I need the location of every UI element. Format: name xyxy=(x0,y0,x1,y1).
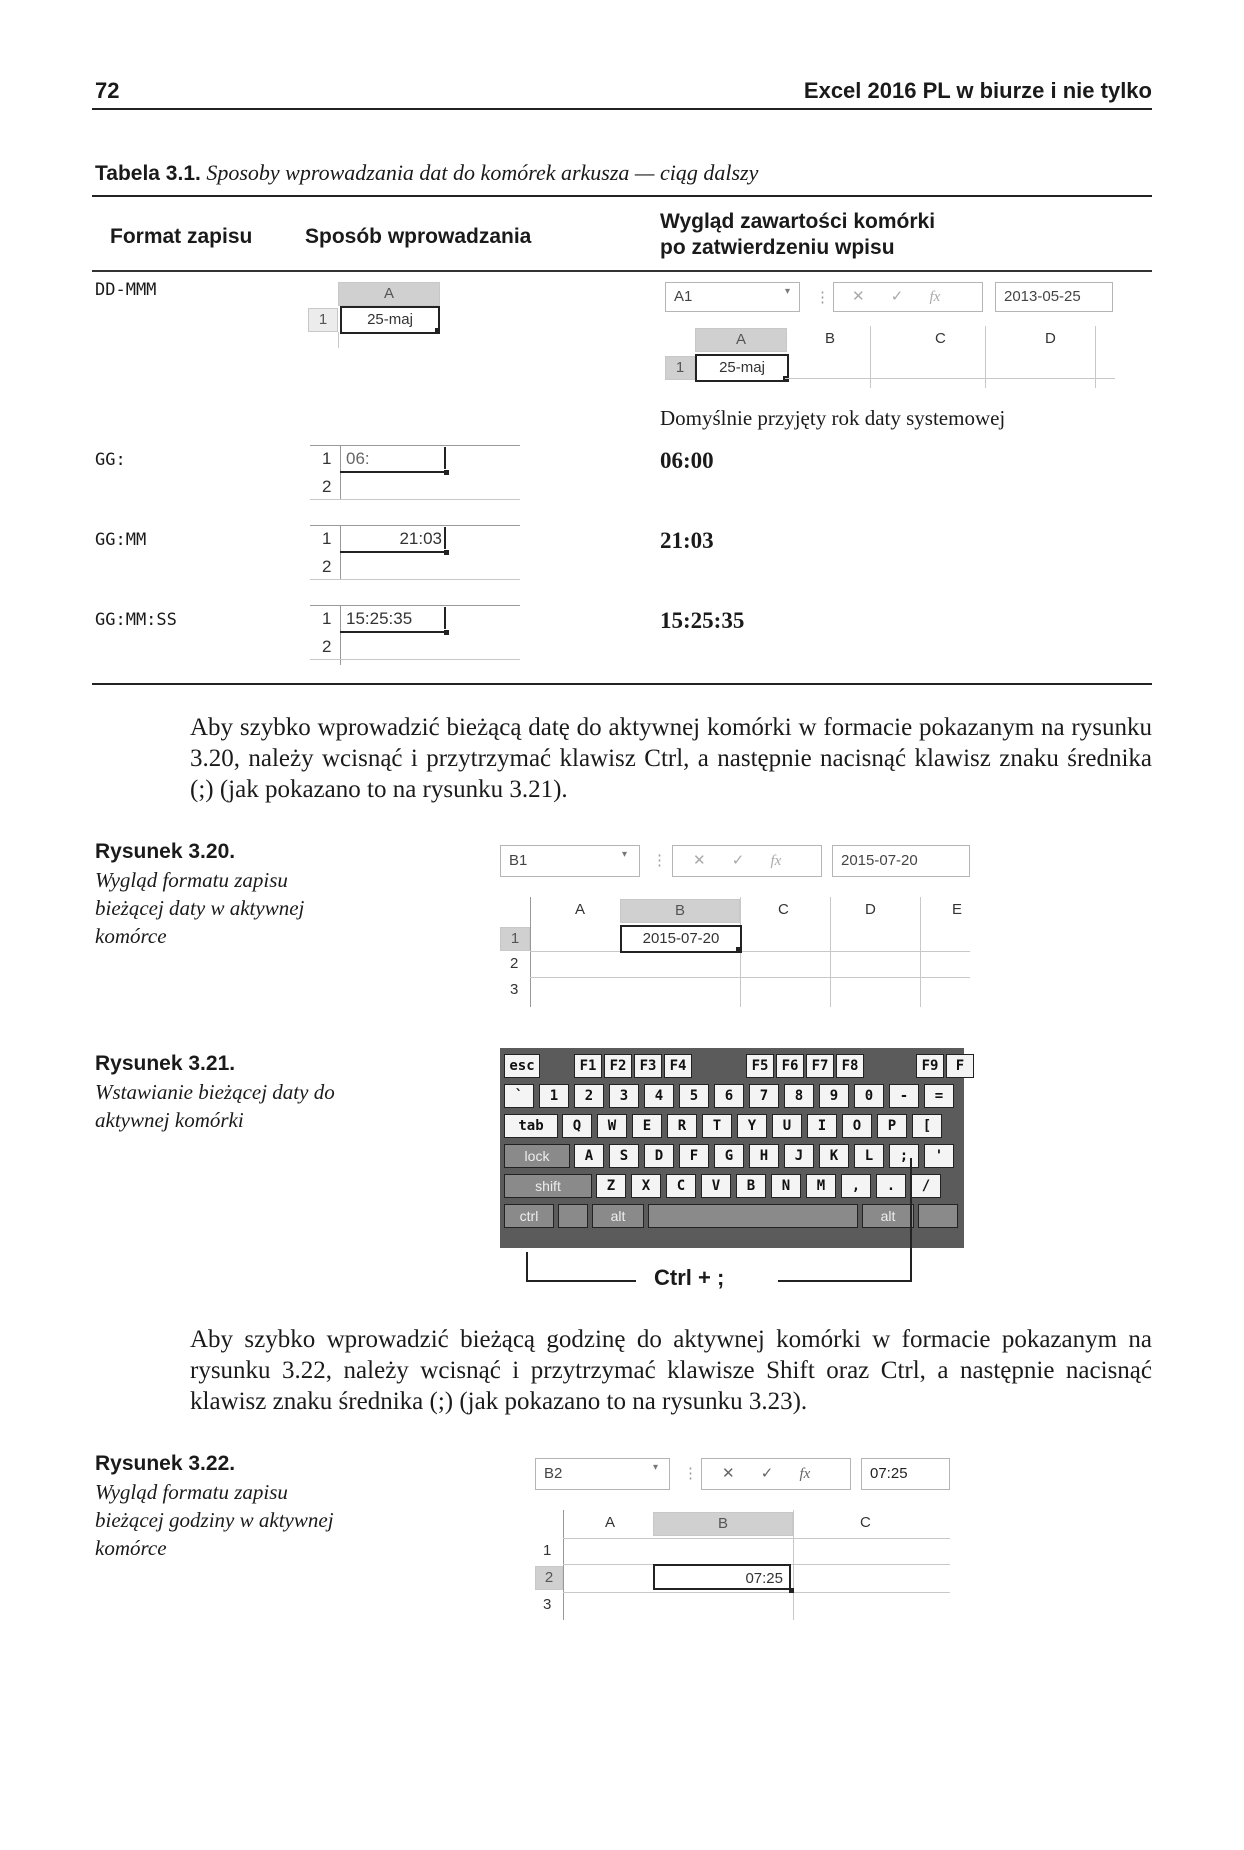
active-cell[interactable]: 2015-07-20 xyxy=(620,925,742,953)
result-snippet-ddmmm xyxy=(665,282,1115,392)
gridline xyxy=(563,1592,950,1593)
formula-input[interactable]: 2013-05-25 xyxy=(995,282,1113,312)
key-symbol: . xyxy=(876,1174,906,1198)
gridline xyxy=(310,525,520,526)
figure-3-21-label: Rysunek 3.21. xyxy=(95,1052,236,1075)
gridline xyxy=(530,977,970,978)
header-rule xyxy=(92,108,1152,110)
input-cell[interactable]: 15:25:35 xyxy=(346,609,413,628)
text-cursor xyxy=(444,447,446,469)
key-symbol: ` xyxy=(504,1084,534,1108)
table-header-format: Format zapisu xyxy=(110,225,253,248)
key-7: 7 xyxy=(749,1084,779,1108)
gridline xyxy=(563,1510,564,1620)
cell-border xyxy=(340,551,446,553)
gridline xyxy=(785,378,1115,379)
figure-3-21-caption xyxy=(95,1050,335,1134)
key-B: B xyxy=(736,1174,766,1198)
figure-3-21-desc: Wstawianie bieżącej daty do aktywnej komórki xyxy=(95,1080,335,1132)
fill-handle[interactable] xyxy=(444,550,449,555)
key-windows-icon xyxy=(558,1204,588,1228)
formula-bar-separator-icon: ⋮ xyxy=(815,289,830,306)
fill-handle[interactable] xyxy=(444,470,449,475)
figure-3-20-desc: Wygląd formatu zapisu bieżącej daty w aktywnej komórce xyxy=(95,868,305,948)
name-box-dropdown-icon[interactable]: ▾ xyxy=(653,1462,659,1473)
text-cursor xyxy=(444,527,446,549)
enter-icon[interactable]: ✓ xyxy=(731,852,745,869)
key-ctrl: ctrl xyxy=(504,1204,554,1228)
figure-3-20-excel xyxy=(500,845,970,1010)
text-cursor xyxy=(789,1566,791,1588)
row-header: 1 xyxy=(665,356,695,380)
key-3: 3 xyxy=(609,1084,639,1108)
table-top-rule xyxy=(92,195,1152,197)
col-header-a: A xyxy=(695,328,787,352)
key-F8: F8 xyxy=(836,1054,864,1078)
key-M: M xyxy=(806,1174,836,1198)
table-caption-text: Sposoby wprowadzania dat do komórek arkusza — ciąg dalszy xyxy=(206,160,759,185)
keyboard-image xyxy=(500,1048,964,1248)
row-header: 1 xyxy=(322,449,332,468)
key-G: G xyxy=(714,1144,744,1168)
col-header-d: D xyxy=(1045,330,1056,347)
shortcut-label: Ctrl + ; xyxy=(654,1265,725,1290)
formula-input[interactable]: 2015-07-20 xyxy=(832,845,970,877)
key-4: 4 xyxy=(644,1084,674,1108)
fx-icon[interactable]: fx xyxy=(799,1466,811,1482)
input-snippet-ddmmm xyxy=(308,282,448,350)
table-header-result-1: Wygląd zawartości komórki xyxy=(660,210,936,233)
key-N: N xyxy=(771,1174,801,1198)
input-snippet-ggmmss xyxy=(310,605,520,667)
row-result-ggmmss: 15:25:35 xyxy=(660,608,745,633)
key-F4: F4 xyxy=(664,1054,692,1078)
row-header: 2 xyxy=(322,477,332,496)
fx-icon[interactable]: fx xyxy=(929,289,941,305)
key-esc: esc xyxy=(504,1054,540,1078)
key-F9: F9 xyxy=(916,1054,944,1078)
key-Y: Y xyxy=(737,1114,767,1138)
col-header: A xyxy=(338,282,440,306)
input-cell[interactable]: 06: xyxy=(346,449,370,468)
key-I: I xyxy=(807,1114,837,1138)
key-S: S xyxy=(609,1144,639,1168)
table-header-result-2: po zatwierdzeniu wpisu xyxy=(660,236,895,259)
row-header: 2 xyxy=(322,637,332,656)
name-box[interactable]: B2 xyxy=(535,1458,670,1490)
row-header-3: 3 xyxy=(543,1596,552,1613)
table-header-rule xyxy=(92,270,1152,272)
row-format-ggmm: GG:MM xyxy=(95,530,147,550)
key-F6: F6 xyxy=(776,1054,804,1078)
input-snippet-gg xyxy=(310,445,520,501)
key-V: V xyxy=(701,1174,731,1198)
col-header-a: A xyxy=(575,901,586,918)
paragraph-shift-ctrl-semicolon: Aby szybko wprowadzić bieżącą godzinę do aktywnej komórki w formacie pokazanym na rysunku 3.22, należy wcisnąć i przytrzymać klawisze Shift oraz Ctrl, a następnie nacisnąć klawisz znaku średnika (;) (jak pokazano to na rysunku 3.23). xyxy=(190,1326,1152,1415)
formula-bar-separator-icon: ⋮ xyxy=(652,852,667,869)
row-header-1: 1 xyxy=(500,927,530,951)
book-title: Excel 2016 PL w biurze i nie tylko xyxy=(803,78,1152,103)
enter-icon[interactable]: ✓ xyxy=(760,1465,774,1482)
col-header-c: C xyxy=(778,901,789,918)
key-0: 0 xyxy=(854,1084,884,1108)
input-snippet-ggmm xyxy=(310,525,520,581)
text-cursor xyxy=(444,607,446,629)
col-header-b: B xyxy=(825,330,836,347)
bracket-line-left xyxy=(526,1280,636,1282)
key-alt: alt xyxy=(592,1204,644,1228)
name-box[interactable]: B1 xyxy=(500,845,640,877)
key-L: L xyxy=(854,1144,884,1168)
key-T: T xyxy=(702,1114,732,1138)
key-W: W xyxy=(597,1114,627,1138)
key-8: 8 xyxy=(784,1084,814,1108)
key-semicolon: ; xyxy=(889,1144,919,1168)
key-lock: lock xyxy=(504,1144,570,1168)
key-symbol: ' xyxy=(924,1144,954,1168)
fx-icon[interactable]: fx xyxy=(770,853,782,869)
col-header-d: D xyxy=(865,901,876,918)
row-result-ggmm: 21:03 xyxy=(660,528,714,553)
gridline xyxy=(920,897,921,1007)
figure-3-20-label: Rysunek 3.20. xyxy=(95,840,236,863)
figure-3-22-desc: Wygląd formatu zapisu bieżącej godziny w aktywnej komórce xyxy=(95,1480,334,1560)
gridline xyxy=(310,605,520,606)
fill-handle[interactable] xyxy=(736,947,741,952)
key-O: O xyxy=(842,1114,872,1138)
bracket-left xyxy=(526,1252,528,1282)
cancel-icon[interactable]: ✕ xyxy=(852,288,865,305)
key-P: P xyxy=(877,1114,907,1138)
cell-border xyxy=(340,631,446,633)
figure-3-22-label: Rysunek 3.22. xyxy=(95,1452,236,1475)
col-header-c: C xyxy=(935,330,946,347)
fill-handle[interactable] xyxy=(435,328,440,333)
active-cell[interactable]: 25-maj xyxy=(695,354,789,382)
key-F2: F2 xyxy=(604,1054,632,1078)
key-F: F xyxy=(679,1144,709,1168)
gridline xyxy=(793,1510,794,1620)
key-X: X xyxy=(631,1174,661,1198)
key-Q: Q xyxy=(562,1114,592,1138)
key-F: F xyxy=(946,1054,974,1078)
cancel-icon[interactable]: ✕ xyxy=(722,1465,735,1482)
key-symbol: / xyxy=(911,1174,941,1198)
row-format-gg: GG: xyxy=(95,450,126,470)
row-header-3: 3 xyxy=(510,981,519,998)
key-symbol: , xyxy=(841,1174,871,1198)
key-A: A xyxy=(574,1144,604,1168)
name-box-dropdown-icon[interactable]: ▾ xyxy=(622,849,628,860)
col-header-a: A xyxy=(605,1514,616,1531)
key-windows-icon xyxy=(918,1204,958,1228)
formula-bar-separator-icon: ⋮ xyxy=(683,1465,698,1482)
key-6: 6 xyxy=(714,1084,744,1108)
key-symbol: [ xyxy=(912,1114,942,1138)
gridline xyxy=(530,951,970,952)
gridline xyxy=(310,659,520,660)
figure-3-22-caption xyxy=(95,1450,335,1562)
name-box-dropdown-icon[interactable]: ▾ xyxy=(785,286,791,297)
key-1: 1 xyxy=(539,1084,569,1108)
key-J: J xyxy=(784,1144,814,1168)
key-F5: F5 xyxy=(746,1054,774,1078)
formula-buttons xyxy=(672,845,822,877)
table-bottom-rule xyxy=(92,683,1152,685)
key-E: E xyxy=(632,1114,662,1138)
enter-icon[interactable]: ✓ xyxy=(890,288,904,305)
col-header-b: B xyxy=(653,1512,793,1536)
formula-buttons xyxy=(701,1458,851,1490)
bracket-line-right xyxy=(778,1280,912,1282)
gridline xyxy=(310,445,520,446)
key-5: 5 xyxy=(679,1084,709,1108)
bracket-right xyxy=(910,1158,912,1282)
gridline xyxy=(340,605,341,665)
paragraph-ctrl-semicolon: Aby szybko wprowadzić bieżącą datę do aktywnej komórki w formacie pokazanym na rysunku 3.20, należy wcisnąć i przytrzymać klawisz Ctrl, a następnie nacisnąć klawisz znaku średnika (;) (jak pokazano to na rysunku 3.21). xyxy=(190,714,1152,803)
fill-handle[interactable] xyxy=(789,1588,794,1593)
key-F1: F1 xyxy=(574,1054,602,1078)
key-H: H xyxy=(749,1144,779,1168)
cancel-icon[interactable]: ✕ xyxy=(693,852,706,869)
key-C: C xyxy=(666,1174,696,1198)
row-format-ggmmss: GG:MM:SS xyxy=(95,610,177,630)
key-K: K xyxy=(819,1144,849,1168)
key-symbol: - xyxy=(889,1084,919,1108)
row-header: 1 xyxy=(322,609,332,628)
formula-input[interactable]: 07:25 xyxy=(861,1458,950,1490)
row-header: 1 xyxy=(322,529,332,548)
col-header-c: C xyxy=(860,1514,871,1531)
gridline xyxy=(563,1538,950,1539)
key-alt: alt xyxy=(862,1204,914,1228)
col-header-b: B xyxy=(620,899,740,923)
key-R: R xyxy=(667,1114,697,1138)
key-F3: F3 xyxy=(634,1054,662,1078)
key-shift: shift xyxy=(504,1174,592,1198)
row-header-2: 2 xyxy=(535,1566,563,1590)
name-box[interactable]: A1 xyxy=(665,282,800,312)
table-header-input: Sposób wprowadzania xyxy=(305,225,532,248)
key-symbol: = xyxy=(924,1084,954,1108)
figure-3-20-caption xyxy=(95,838,335,950)
key-space xyxy=(648,1204,858,1228)
row-header: 2 xyxy=(322,557,332,576)
input-cell[interactable]: 21:03 xyxy=(399,529,442,548)
gridline xyxy=(530,897,531,1007)
key-D: D xyxy=(644,1144,674,1168)
active-cell[interactable]: 07:25 xyxy=(653,1564,791,1590)
key-F7: F7 xyxy=(806,1054,834,1078)
cell-border xyxy=(340,471,446,473)
row-result-gg: 06:00 xyxy=(660,448,714,473)
key-tab: tab xyxy=(504,1114,558,1138)
page-number: 72 xyxy=(95,78,120,103)
gridline xyxy=(830,897,831,1007)
col-header-e: E xyxy=(952,901,963,918)
gridline xyxy=(338,332,339,348)
gridline xyxy=(310,499,520,500)
formula-buttons xyxy=(833,282,983,312)
key-9: 9 xyxy=(819,1084,849,1108)
row-format-ddmmm: DD-MMM xyxy=(95,280,157,300)
fill-handle[interactable] xyxy=(444,630,449,635)
table-caption xyxy=(95,160,758,186)
row-header: 1 xyxy=(308,308,338,332)
key-U: U xyxy=(772,1114,802,1138)
table-caption-label: Tabela 3.1. xyxy=(95,162,201,185)
key-Z: Z xyxy=(596,1174,626,1198)
active-cell[interactable]: 25-maj xyxy=(340,306,440,334)
row-header-2: 2 xyxy=(510,955,519,972)
row-header-1: 1 xyxy=(543,1542,552,1559)
key-2: 2 xyxy=(574,1084,604,1108)
row-note-ddmmm: Domyślnie przyjęty rok daty systemowej xyxy=(660,406,1006,430)
figure-3-22-excel xyxy=(535,1458,950,1623)
gridline xyxy=(310,579,520,580)
